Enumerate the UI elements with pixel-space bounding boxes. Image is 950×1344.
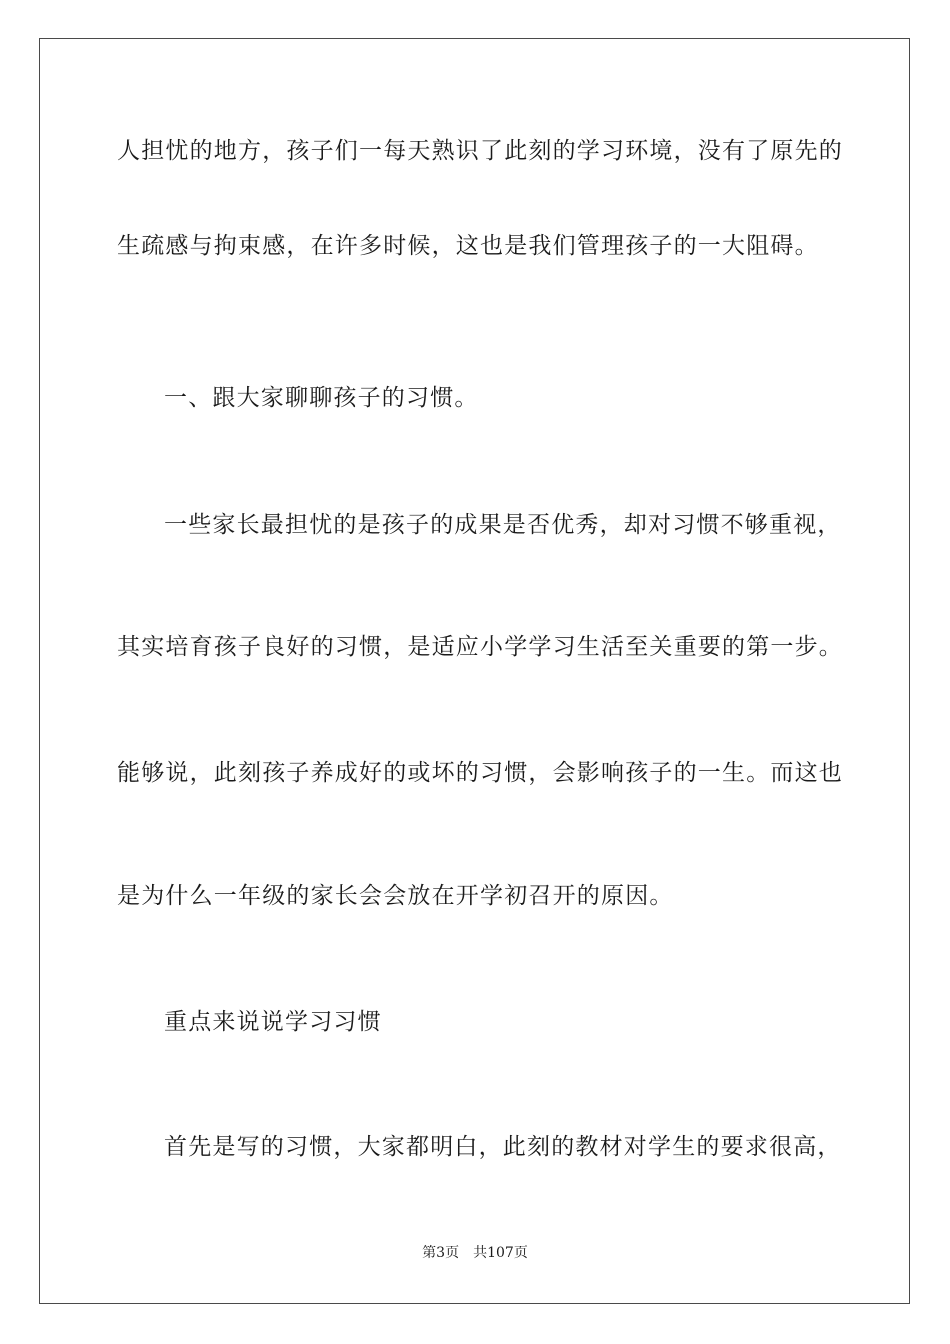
page-footer bbox=[0, 1244, 950, 1262]
page-border bbox=[39, 38, 910, 1304]
text-line: 人担忧的地方，孩子们一每天熟识了此刻的学习环境，没有了原先的 bbox=[117, 138, 843, 164]
text-line: 其实培育孩子良好的习惯，是适应小学学习生活至关重要的第一步。 bbox=[117, 634, 843, 660]
text-line: 生疏感与拘束感，在许多时候，这也是我们管理孩子的一大阻碍。 bbox=[117, 233, 819, 259]
text-line: 能够说，此刻孩子养成好的或坏的习惯，会影响孩子的一生。而这也 bbox=[117, 760, 843, 786]
section-heading: 一、跟大家聊聊孩子的习惯。 bbox=[164, 385, 479, 411]
subheading: 重点来说说学习习惯 bbox=[164, 1009, 382, 1035]
total-pages: 共107页 bbox=[473, 1245, 528, 1261]
text-line: 是为什么一年级的家长会会放在开学初召开的原因。 bbox=[117, 883, 674, 909]
page-number: 第3页 bbox=[422, 1245, 460, 1261]
text-line: 一些家长最担忧的是孩子的成果是否优秀，却对习惯不够重视， bbox=[164, 512, 842, 538]
text-line: 首先是写的习惯，大家都明白，此刻的教材对学生的要求很高， bbox=[164, 1134, 842, 1160]
